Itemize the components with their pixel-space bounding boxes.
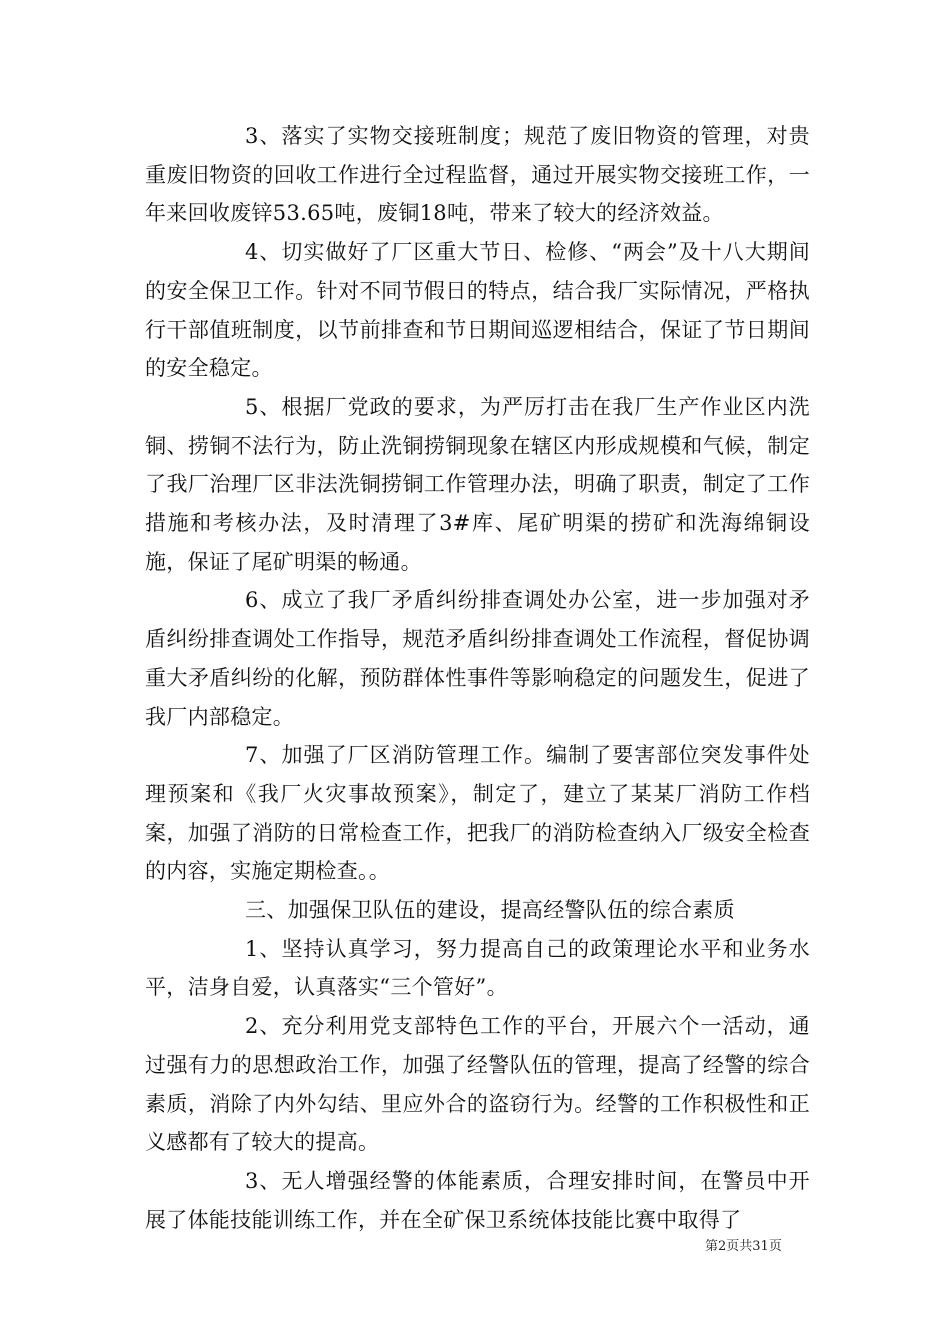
- paragraph-item-7: 7、加强了厂区消防管理工作。编制了要害部位突发事件处理预案和《我厂火灾事故预案》，制定了，建立了某某厂消防工作档案，加强了消防的日常检查工作，把我厂的消防检查纳入厂级安全检查的内容，实施定期检查。。: [145, 743, 810, 884]
- paragraph-item-1: 1、坚持认真学习，努力提高自己的政策理论水平和业务水平，洁身自爱，认真落实“三个管好”。: [145, 936, 810, 1000]
- section-heading-three: 三、加强保卫队伍的建设，提高经警队伍的综合素质: [245, 898, 735, 923]
- paragraph-item-3: 3、落实了实物交接班制度；规范了废旧物资的管理，对贵重废旧物资的回收工作进行全过程监督，通过开展实物交接班工作，一年来回收废锌53.65吨，废铜18吨，带来了较大的经济效益。: [145, 124, 810, 226]
- document-body: [145, 117, 810, 1239]
- paragraph-item-3-continued: 3、无人增强经警的体能素质，合理安排时间，在警员中开展了体能技能训练工作，并在全矿保卫系统体技能比赛中取得了: [145, 1168, 810, 1232]
- paragraph-item-5: 5、根据厂党政的要求，为严厉打击在我厂生产作业区内洗铜、捞铜不法行为，防止洗铜捞铜现象在辖区内形成规模和气候，制定了我厂治理厂区非法洗铜捞铜工作管理办法，明确了职责，制定了工作措施和考核办法，及时清理了3#库、尾矿明渠的捞矿和洗海绵铜设施，保证了尾矿明渠的畅通。: [145, 394, 810, 574]
- paragraph-item-2: 2、充分利用党支部特色工作的平台，开展六个一活动，通过强有力的思想政治工作，加强了经警队伍的管理，提高了经警的综合素质，消除了内外勾结、里应外合的盗窃行为。经警的工作积极性和正义感都有了较大的提高。: [145, 1014, 810, 1155]
- page-number-footer: 第2页共31页: [705, 1239, 782, 1254]
- paragraph-item-6: 6、成立了我厂矛盾纠纷排查调处办公室，进一步加强对矛盾纠纷排查调处工作指导，规范矛盾纠纷排查调处工作流程，督促协调重大矛盾纠纷的化解，预防群体性事件等影响稳定的问题发生，促进了我厂内部稳定。: [145, 588, 810, 729]
- paragraph-item-4: 4、切实做好了厂区重大节日、检修、“两会”及十八大期间的安全保卫工作。针对不同节假日的特点，结合我厂实际情况，严格执行干部值班制度，以节前排查和节日期间巡逻相结合，保证了节日期间的安全稳定。: [145, 240, 810, 381]
